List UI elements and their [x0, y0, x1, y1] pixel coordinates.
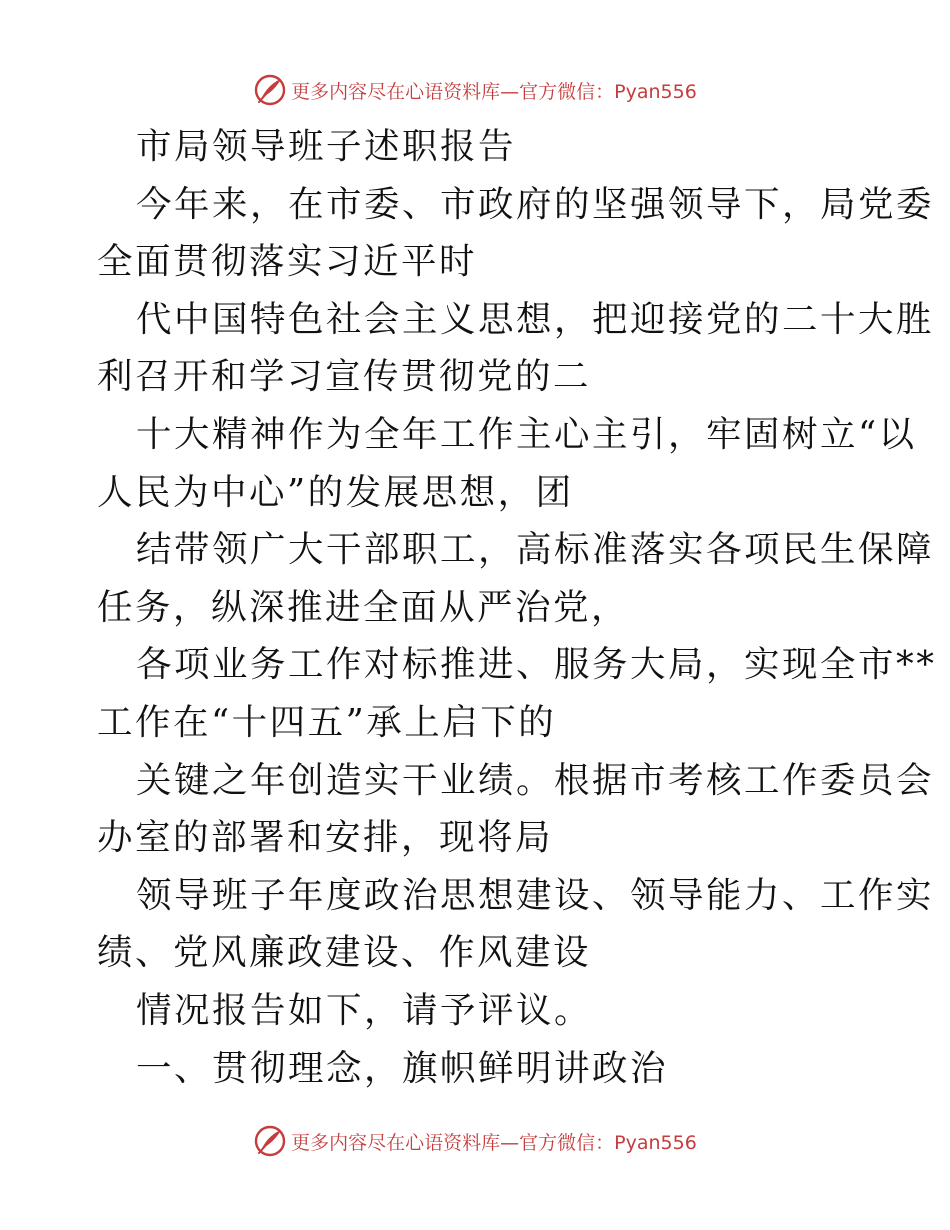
- paragraph-line: 办室的部署和安排，现将局: [97, 817, 554, 859]
- document-body: [97, 118, 937, 1097]
- paragraph-line: 全面贯彻落实习近平时: [97, 241, 478, 283]
- header-watermark-banner: [0, 70, 950, 110]
- paragraph-line: 人民为中心”的发展思想，团: [97, 471, 574, 513]
- footer-watermark-text: 更多内容尽在心语资料库—官方微信：Pyan556: [291, 1131, 697, 1154]
- paragraph-line: 十大精神作为全年工作主心主引，牢固树立“以: [136, 413, 917, 455]
- paragraph-line: 今年来，在市委、市政府的坚强领导下，局党委: [136, 183, 935, 225]
- paragraph-line: 关键之年创造实干业绩。根据市考核工作委员会: [136, 759, 935, 801]
- feather-pen-logo-icon: [253, 73, 287, 107]
- paragraph-line: 领导班子年度政治思想建设、领导能力、工作实: [136, 874, 935, 916]
- header-watermark-text: 更多内容尽在心语资料库—官方微信：Pyan556: [291, 80, 697, 103]
- paragraph-line: 绩、党风廉政建设、作风建设: [97, 932, 592, 974]
- paragraph-line: 工作在“十四五”承上启下的: [97, 701, 557, 743]
- paragraph-line: 结带领广大干部职工，高标准落实各项民生保障: [136, 529, 935, 571]
- paragraph-line: 利召开和学习宣传贯彻党的二: [97, 356, 592, 398]
- document-title: 市局领导班子述职报告: [136, 126, 517, 167]
- section-heading: 一、贯彻理念，旗帜鲜明讲政治: [136, 1047, 669, 1089]
- feather-pen-logo-icon: [253, 1124, 287, 1158]
- paragraph-line: 情况报告如下，请予评议。: [136, 989, 593, 1031]
- footer-watermark-banner: [0, 1121, 950, 1161]
- paragraph-line: 代中国特色社会主义思想，把迎接党的二十大胜: [136, 298, 935, 340]
- paragraph-line: 任务，纵深推进全面从严治党，: [97, 586, 630, 628]
- paragraph-line: 各项业务工作对标推进、服务大局，实现全市**: [136, 644, 937, 686]
